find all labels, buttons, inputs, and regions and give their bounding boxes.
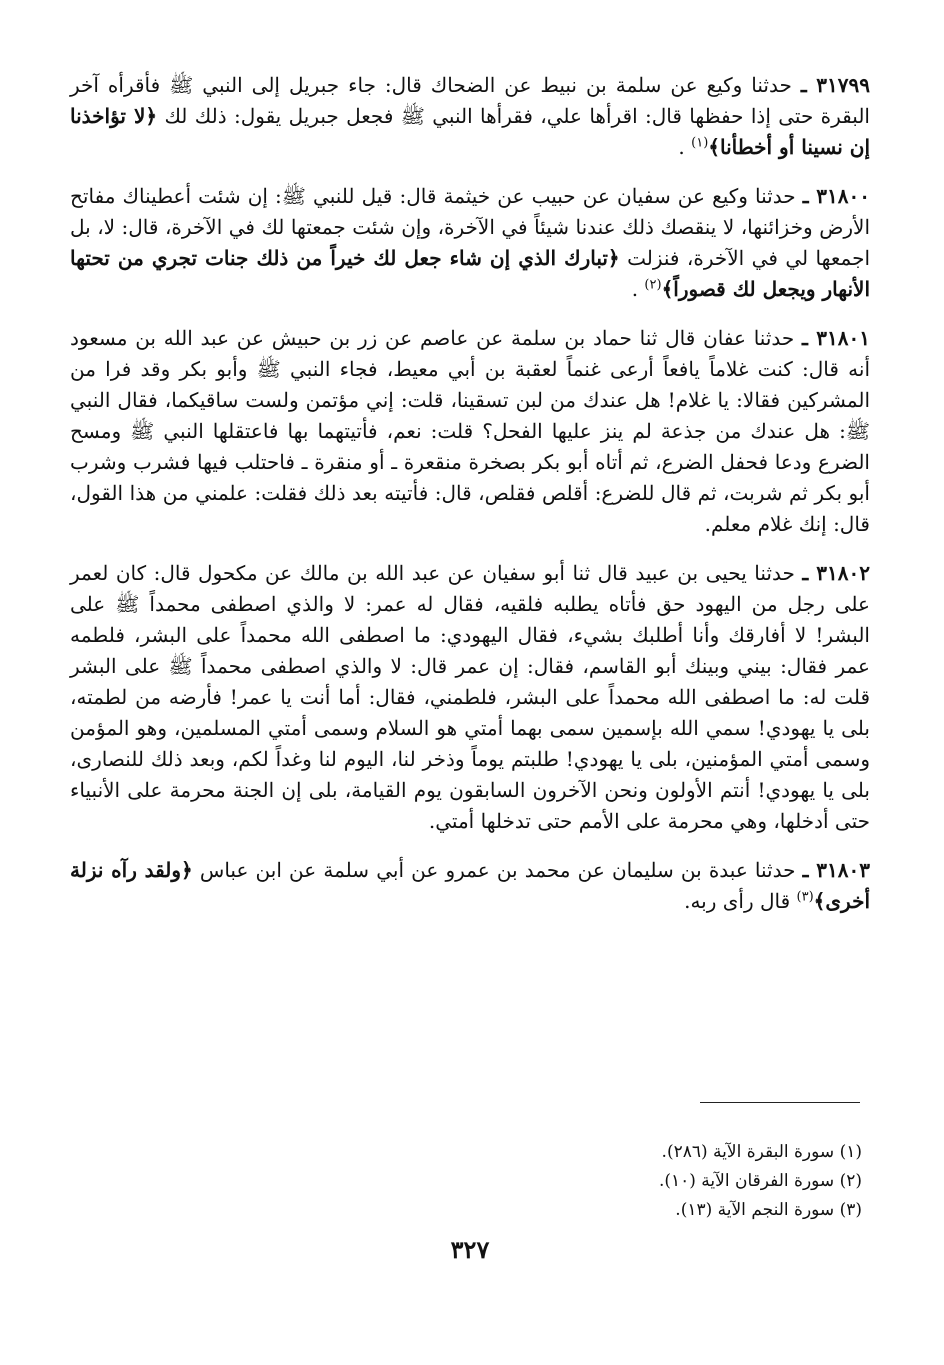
hadith-text: حدثنا وكيع عن سفيان عن حبيب عن خيثمة قال: قيل للنبي ﷺ: إن شئت أعطيناك مفاتح الأرض وخزائنها، لا ينقصك ذلك عندنا شيئاً في الآخرة، وإن شئت جمعتها لك في الآخرة، قال: لا، بل اجمعها لي في الآخرة، فنزلت <box>70 184 870 270</box>
quran-verse: ﴿ولقد رآه نزلة أخرى﴾ <box>70 858 870 913</box>
hadith-31800 <box>70 181 870 305</box>
quran-verse: ﴿تبارك الذي إن شاء جعل لك خيراً من ذلك جنات تجري من تحتها الأنهار ويجعل لك قصوراً﴾ <box>70 246 870 301</box>
main-text <box>70 70 870 917</box>
footnote-ref: (١) <box>691 135 709 151</box>
hadith-number: ٣١٨٠٢ ـ <box>802 561 871 585</box>
quran-verse: ﴿لا تؤاخذنا إن نسينا أو أخطأنا﴾ <box>70 104 870 159</box>
hadith-number: ٣١٨٠٣ ـ <box>802 858 871 882</box>
book-page <box>70 70 870 1310</box>
footnote-ref: (٢) <box>644 277 662 293</box>
hadith-text: حدثنا عفان قال ثنا حماد بن سلمة عن عاصم عن زر بن حبيش عن عبد الله بن مسعود أنه قال: كنت غلاماً يافعاً أرعى غنماً لعقبة بن أبي معيط، فجاء النبي ﷺ وأبو بكر وقد فرا من المشركين فقالا: يا غلام! هل عندك من لبن تسقينا، قلت: إني مؤتمن ولست ساقيكما، فقال النبي ﷺ: هل عندك من جذعة لم ينز عليها الفحل؟ قلت: نعم، فأتيتهما بها فاعتقلها النبي ﷺ ومسح الضرع ودعا فحفل الضرع، ثم أتاه أبو بكر بصخرة منقعرة ـ أو منقرة ـ فاحتلب فيها فشرب وشرب أبو بكر ثم شربت، ثم قال للضرع: أقلص فقلص، قال: فأتيته بعد ذلك فقلت: علمني من هذا القول، قال: إنك غلام معلم. <box>70 326 870 536</box>
page-number: ٣٢٧ <box>450 1235 490 1264</box>
hadith-text: حدثنا عبدة بن سليمان عن محمد بن عمرو عن أبي سلمة عن ابن عباس <box>199 858 796 882</box>
footnote-3: (٣) سورة النجم الآية (١٣). <box>675 1200 862 1220</box>
hadith-31801 <box>70 323 870 540</box>
hadith-text-end: قال رأى ربه. <box>684 889 791 913</box>
hadith-31799 <box>70 70 870 163</box>
hadith-number: ٣١٧٩٩ ـ <box>800 73 870 97</box>
hadith-31803 <box>70 855 870 917</box>
hadith-text: حدثنا يحيى بن عبيد قال ثنا أبو سفيان عن عبد الله بن مالك عن مكحول قال: كان لعمر على رجل من اليهود حق فأتاه يطلبه فلقيه، فقال له عمر: لا والذي اصطفى محمداً ﷺ على البشر! لا أفارقك وأنا أطلبك بشيء، فقال اليهودي: ما اصطفى الله محمداً على البشر، فلطمه عمر فقال: بيني وبينك أبو القاسم، فقال: إن عمر قال: لا والذي اصطفى محمداً ﷺ على البشر قلت له: ما اصطفى الله محمداً على البشر، فلطمني، فقال: أما أنت يا عمر! فأرضه من لطمته، بلى يا يهودي! سمي الله بإسمين سمى بهما أمتي هو السلام وسمى أمتي المسلمين، وهو المؤمن وسمى أمتي المؤمنين، بلى يا يهودي! طلبتم يوماً وذخر لنا، اليوم لنا وغداً لكم، وبعد ذلك للنصارى، بلى يا يهودي! أنتم الأولون ونحن الآخرون السابقون يوم القيامة، بلى إن الجنة محرمة على الأنبياء حتى أدخلها، وهي محرمة على الأمم حتى تدخلها أمتي. <box>70 561 870 833</box>
hadith-text-end: . <box>631 277 639 301</box>
hadith-number: ٣١٨٠٠ ـ <box>802 184 871 208</box>
footnote-ref: (٣) <box>796 889 814 905</box>
hadith-text-end: . <box>678 135 685 159</box>
footnote-2: (٢) سورة الفرقان الآية (١٠). <box>658 1171 862 1191</box>
hadith-number: ٣١٨٠١ ـ <box>802 326 870 350</box>
footnote-divider <box>700 1102 860 1103</box>
hadith-31802 <box>70 558 870 837</box>
footnote-1: (١) سورة البقرة الآية (٢٨٦). <box>661 1142 862 1162</box>
footnotes <box>362 1138 862 1225</box>
hadith-text: حدثنا وكيع عن سلمة بن نبيط عن الضحاك قال: جاء جبريل إلى النبي ﷺ فأقرأه آخر البقرة حتى إذا حفظها قال: اقرأها علي، فقرأها النبي ﷺ فجعل جبريل يقول: ذلك لك <box>70 73 870 128</box>
